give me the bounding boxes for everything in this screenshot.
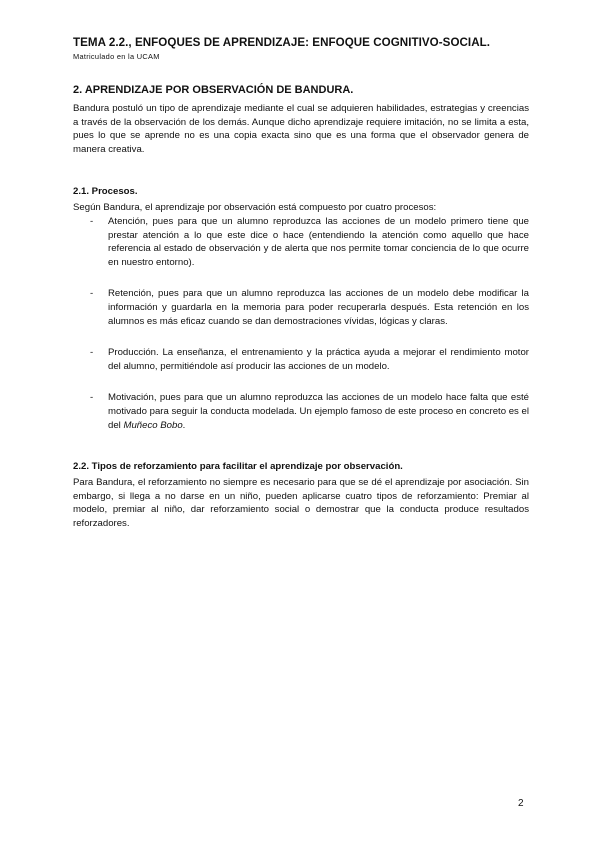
- procesos-list: [73, 215, 529, 432]
- bullet-dash: -: [90, 347, 94, 359]
- bullet-dash: -: [90, 392, 94, 404]
- section-title: 2. APRENDIZAJE POR OBSERVACIÓN DE BANDURA.: [73, 84, 354, 96]
- list-item-text: Retención, pues para que un alumno reproduzca las acciones de un modelo debe modificar la información y guardarla en la memoria para poder recuperarla después. Esta retención en los alumnos es más eficaz cuando se dan demostraciones vívidas, lógicas y claras.: [108, 288, 529, 327]
- list-item-text: Motivación, pues para que un alumno reproduzca las acciones de un modelo hace falta que esté motivado para seguir la conducta modelada. Un ejemplo famoso de este proceso en concreto es el del: [108, 392, 529, 431]
- page-content: [73, 36, 529, 530]
- document-header-subtitle: Matriculado en la UCAM: [73, 52, 160, 61]
- list-item: [73, 346, 529, 373]
- procesos-lead-text: Según Bandura, el aprendizaje por observación está compuesto por cuatro procesos:: [73, 202, 437, 214]
- bullet-dash: -: [90, 215, 94, 227]
- section-intro-paragraph: Bandura postuló un tipo de aprendizaje mediante el cual se adquieren habilidades, estrategias y creencias a través de la observación de los demás. Aunque dicho aprendizaje requiere imitación, no se limita a esta, pues lo que se aprende no es una copia exacta sino que es una forma que el observador genera de manera creativa.: [73, 103, 529, 155]
- subsection-title-procesos: 2.1. Procesos.: [73, 186, 138, 198]
- list-item: [73, 215, 529, 269]
- page-number: 2: [518, 798, 524, 809]
- subsection-title-reforzamiento: 2.2. Tipos de reforzamiento para facilitar el aprendizaje por observación.: [73, 461, 403, 473]
- reforzamiento-paragraph: Para Bandura, el reforzamiento no siempre es necesario para que se dé el aprendizaje por asociación. Sin embargo, si llega a no darse en un niño, pueden aplicarse cuatro tipos de reforzamiento: Premiar al modelo, premiar al niño, dar reforzamiento social o demostrar que la conducta produce resultados reforzadores.: [73, 477, 529, 529]
- list-item-text: Atención, pues para que un alumno reproduzca las acciones de un modelo primero tiene que prestar atención a lo que este dice o hace (entendiendo la atención como aquello que hace referencia al estado de observación y de alerta que nos permite tomar conciencia de lo que ocurre en nuestro entorno).: [108, 215, 529, 268]
- bullet-dash: -: [90, 288, 94, 300]
- document-header-title: TEMA 2.2., ENFOQUES DE APRENDIZAJE: ENFOQUE COGNITIVO-SOCIAL.: [73, 36, 491, 49]
- list-item-end: .: [182, 419, 186, 431]
- list-item-text: Producción. La enseñanza, el entrenamiento y la práctica ayuda a mejorar el rendimiento motor del alumno, permitiéndole así producir las acciones de un modelo.: [108, 347, 529, 372]
- list-item: [73, 287, 529, 328]
- example-italic-text: Muñeco Bobo: [123, 419, 183, 431]
- list-item: [73, 391, 529, 432]
